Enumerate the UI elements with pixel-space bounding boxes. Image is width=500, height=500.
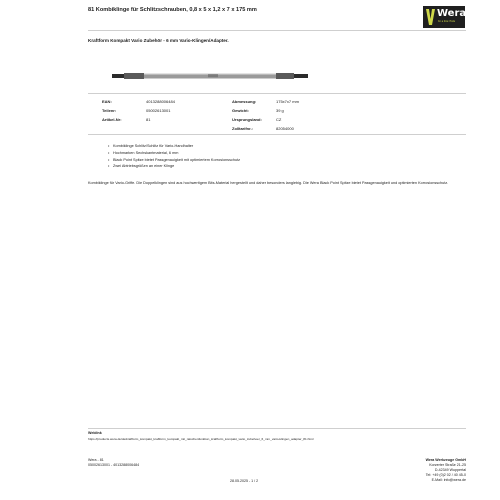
spec-value-teilenr: 05002613001 bbox=[146, 108, 171, 113]
document-subtitle: Kraftform Kompakt Vario Zubehör - 6 mm Vario-Klingen/Adapter. bbox=[88, 38, 229, 43]
footer-part-ean: 05002613001 - 4013288006484 bbox=[88, 463, 140, 467]
company-name: Wera Werkzeuge GmbH bbox=[425, 458, 466, 462]
company-phone: Tel: +49 (0)2 02 / 40 45-0 bbox=[425, 473, 466, 477]
spec-label-zolltarifnr: Zolltarifnr.: bbox=[232, 126, 253, 131]
company-email[interactable]: E-Mail: info@wera.de bbox=[431, 478, 466, 482]
feature-item: • Hochmarken Sechskantmaterial, 6 mm bbox=[108, 150, 240, 157]
feature-item: • Black Point Spitze bietet Passgenauigkeit mit optimiertem Korrosionsschutz bbox=[108, 157, 240, 164]
product-description: Kombiklinge für Vario-Griffe. Die Doppelklingen sind aus hochwertigem Bits-Material hergestellt und daher besonders langlebig. Die Wera Black Point Spitze bietet Passgenauigkeit und optimierten Korrosionsschutz. bbox=[88, 181, 449, 185]
product-image bbox=[112, 70, 308, 82]
spec-label-gewicht: Gewicht: bbox=[232, 108, 249, 113]
spec-value-gewicht: 39 g bbox=[276, 108, 284, 113]
blade-tip-left bbox=[112, 74, 124, 78]
spec-label-ean: EAN: bbox=[102, 99, 112, 104]
wera-logo bbox=[423, 6, 465, 28]
spec-label-artikelnr: Artikel-Nr: bbox=[102, 117, 122, 122]
document-title: 81 Kombiklinge für Schlitzschrauben, 0,8 x 5 x 1,2 x 7 x 175 mm bbox=[88, 7, 257, 13]
spec-value-zolltarifnr: 82054000 bbox=[276, 126, 294, 131]
spec-label-abmessung: Abmessung: bbox=[232, 99, 257, 104]
feature-item: • Zwei Abtriebsgrößen an einer Klinge bbox=[108, 163, 240, 170]
footer-article: Wera - 81 bbox=[88, 458, 104, 462]
feature-item: • Kombiklinge Schlitz/Schlitz für Vario-Handhalter bbox=[108, 143, 240, 150]
company-street: Korzerter Straße 21-25 bbox=[429, 463, 466, 467]
blade-marking bbox=[208, 74, 218, 77]
header-divider bbox=[88, 30, 466, 31]
weblink-label: Weblink bbox=[88, 431, 102, 435]
feature-list bbox=[108, 143, 240, 170]
spec-value-ursprungsland: CZ bbox=[276, 117, 282, 122]
date-page-number: 28.05.2025 - 1 / 2 bbox=[230, 479, 259, 483]
blade-shank-left bbox=[124, 73, 144, 79]
logo-tagline: for a free Tools bbox=[438, 20, 456, 23]
blade-tip-right bbox=[294, 74, 308, 78]
spec-label-teilenr: Teilenr: bbox=[102, 108, 117, 113]
spec-value-ean: 4013288006484 bbox=[146, 99, 175, 104]
spec-label-ursprungsland: Ursprungsland: bbox=[232, 117, 262, 122]
blade-shank-right bbox=[276, 73, 294, 79]
spec-value-artikelnr: 81 bbox=[146, 117, 151, 122]
wera-logo-icon bbox=[426, 9, 435, 25]
spec-divider-top bbox=[88, 93, 466, 94]
weblink-url[interactable]: https://products.wera.de/de/kraftform_kompakt_kraftform_kompakt_mit_ratschenfunktion_kraftform_kompakt_vario_zubehoer_6_mm_vario-klingen_adapter_81.html bbox=[88, 437, 314, 441]
logo-wordmark: Wera bbox=[437, 8, 467, 19]
spec-value-abmessung: 175x7x7 mm bbox=[276, 99, 299, 104]
spec-divider-bottom bbox=[88, 134, 466, 135]
company-city: D-42349 Wuppertal bbox=[434, 468, 466, 472]
footer-divider bbox=[88, 428, 466, 429]
